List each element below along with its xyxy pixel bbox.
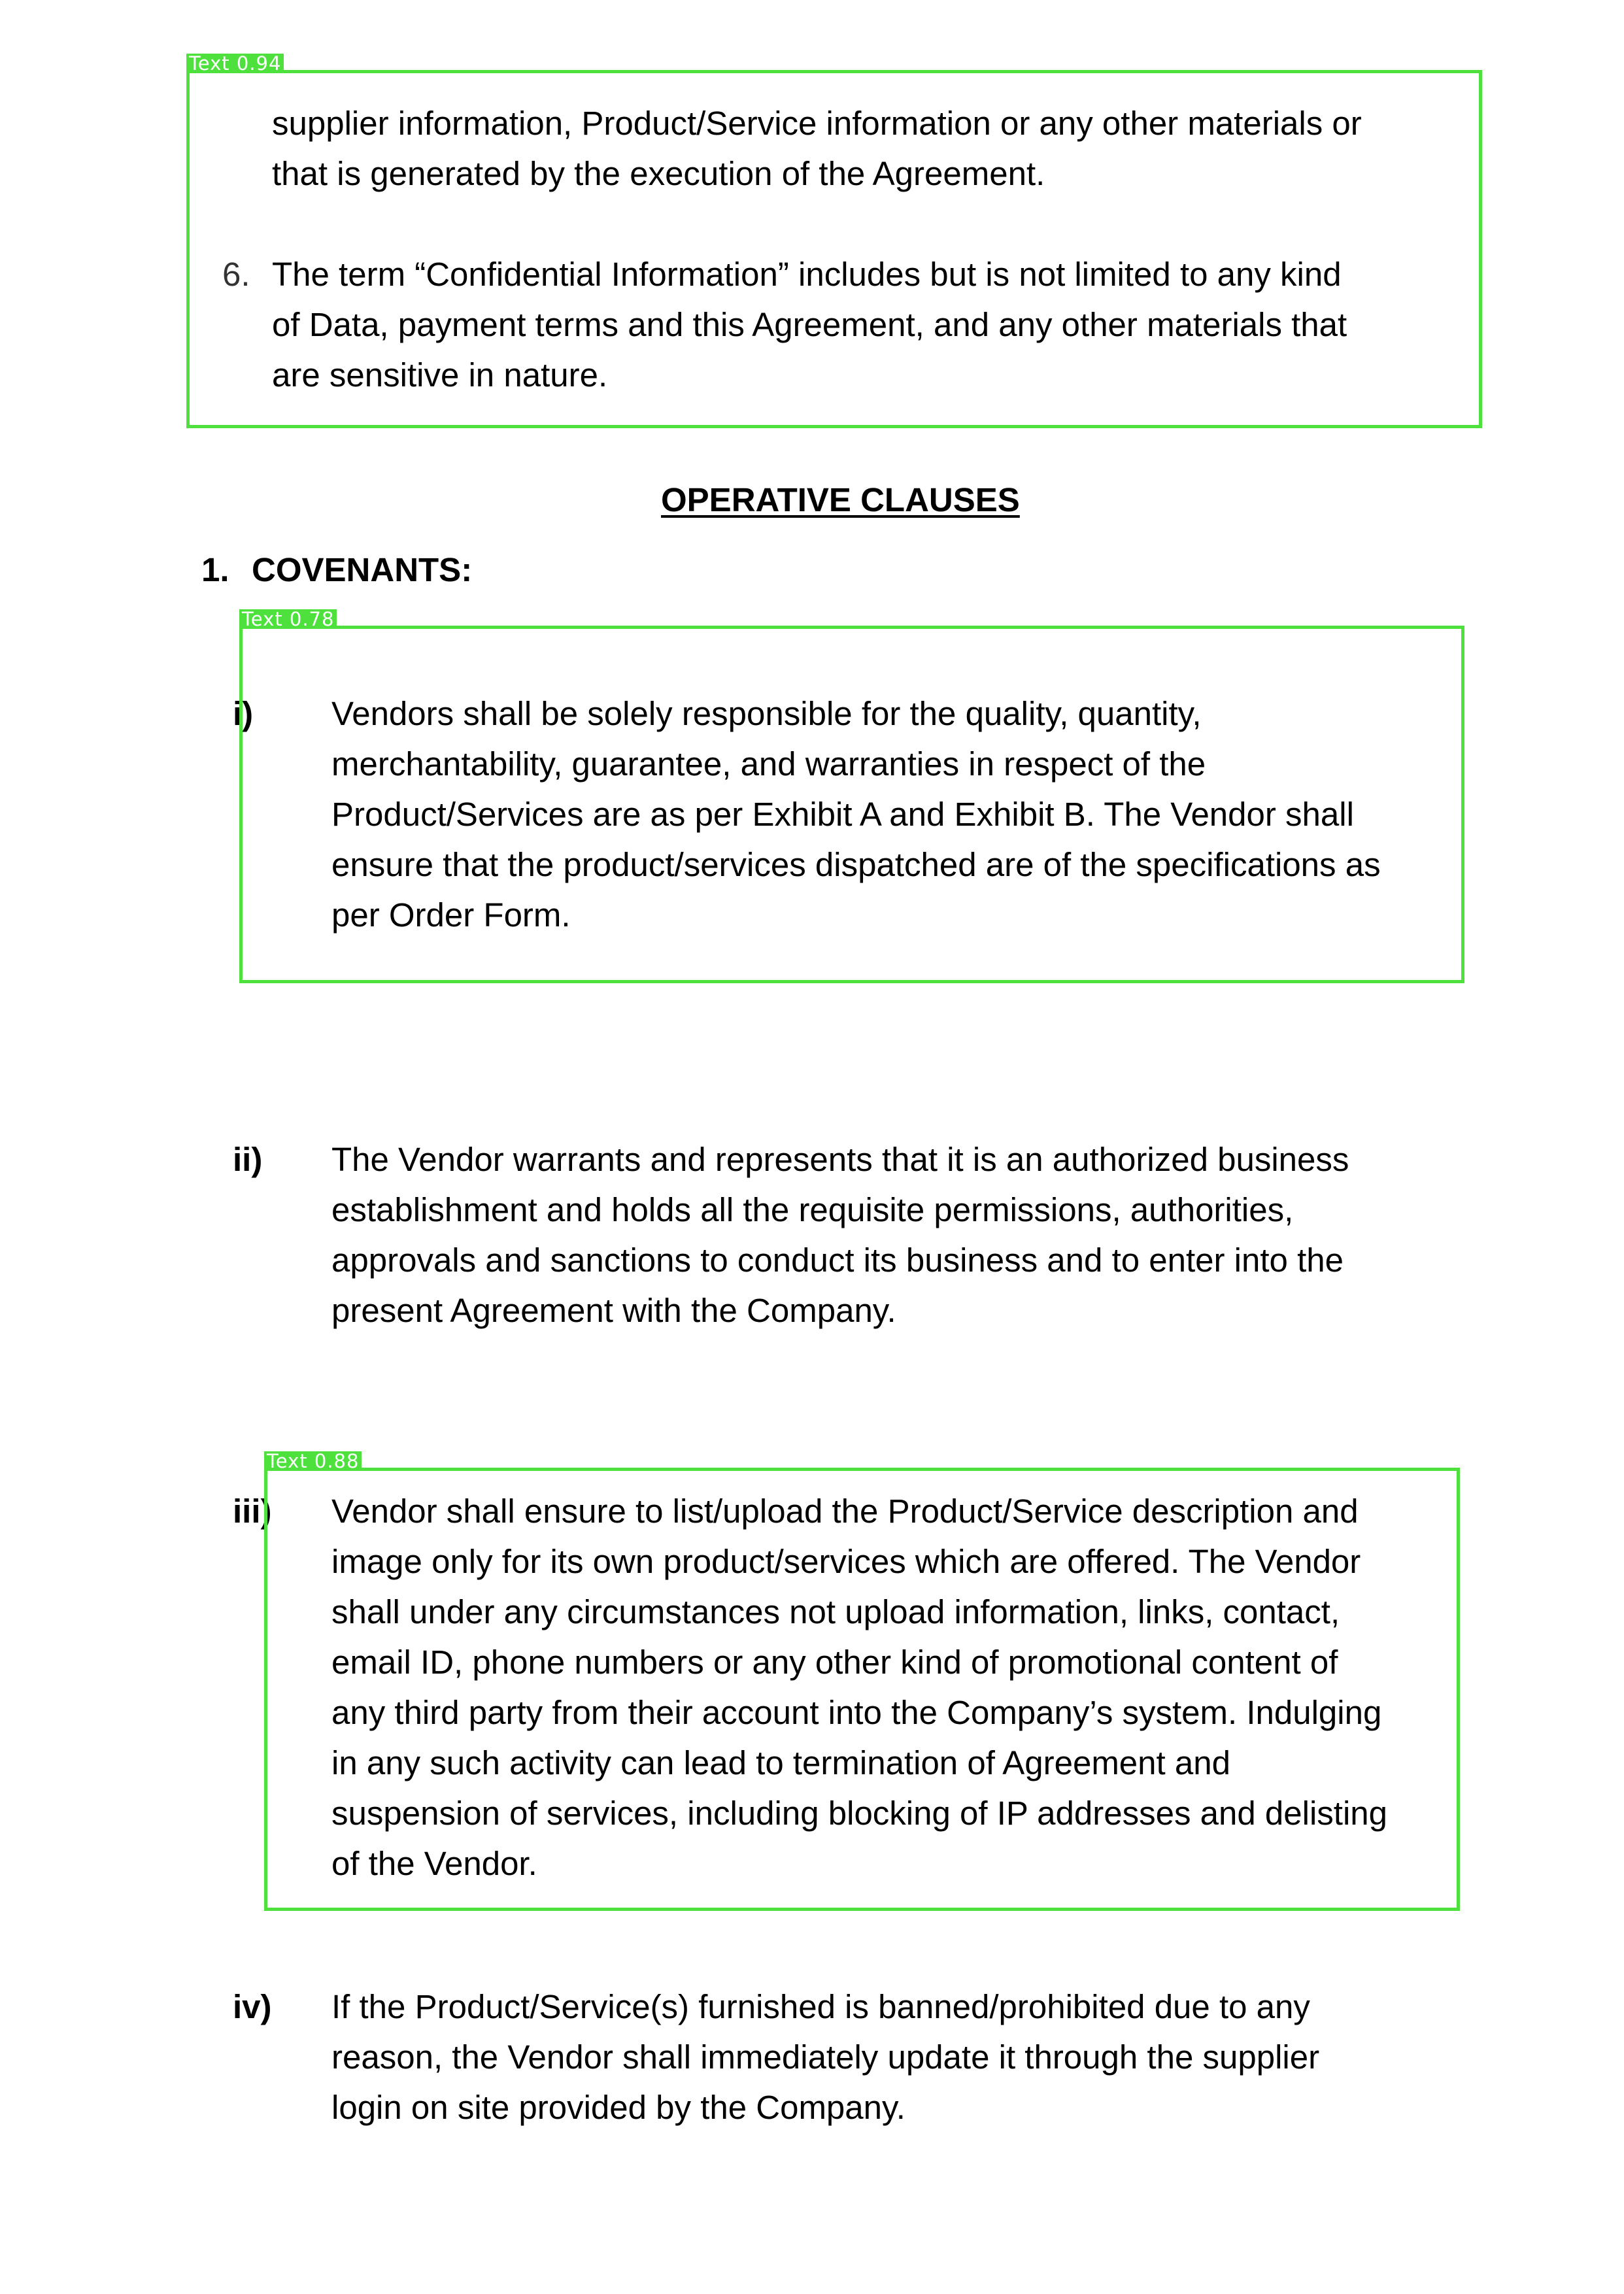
clause-marker: iv) (233, 1988, 272, 2025)
clause-ii-line-2: establishment and holds all the requisite permissions, authorities, (331, 1191, 1294, 1228)
clause-marker: iii) (233, 1493, 272, 1530)
detection-label: Text 0.88 (264, 1451, 362, 1471)
item6-line-1: The term “Confidential Information” includes but is not limited to any kind (272, 256, 1342, 293)
section-heading: OPERATIVE CLAUSES (661, 481, 1020, 518)
detection-label: Text 0.94 (186, 54, 284, 73)
clause-i-line-3: Product/Services are as per Exhibit A and Exhibit B. The Vendor shall (331, 796, 1354, 833)
continuation-line-1: supplier information, Product/Service information or any other materials or (272, 105, 1362, 142)
clause-i-line-4: ensure that the product/services dispatched are of the specifications as (331, 846, 1381, 883)
item6-line-2: of Data, payment terms and this Agreement, and any other materials that (272, 306, 1347, 343)
detection-box (264, 1468, 1460, 1911)
covenants-number: 1. (201, 551, 229, 588)
clause-iii-line-3: shall under any circumstances not upload information, links, contact, (331, 1593, 1340, 1630)
clause-iii-line-8: of the Vendor. (331, 1845, 537, 1882)
detection-box (186, 70, 1482, 428)
clause-ii-line-3: approvals and sanctions to conduct its business and to enter into the (331, 1241, 1344, 1279)
clause-iii-line-6: in any such activity can lead to termination of Agreement and (331, 1744, 1230, 1781)
clause-marker: ii) (233, 1141, 263, 1178)
covenants-title: COVENANTS: (252, 551, 473, 588)
clause-marker: i) (233, 695, 254, 732)
clause-iii-line-2: image only for its own product/services which are offered. The Vendor (331, 1543, 1361, 1580)
clause-iii-line-1: Vendor shall ensure to list/upload the Product/Service description and (331, 1493, 1359, 1530)
clause-iii-line-4: email ID, phone numbers or any other kind of promotional content of (331, 1644, 1338, 1681)
clause-iii-line-7: suspension of services, including blocking of IP addresses and delisting (331, 1795, 1388, 1832)
clause-iii-line-5: any third party from their account into the Company’s system. Indulging (331, 1694, 1382, 1731)
detection-label: Text 0.78 (239, 609, 337, 629)
clause-ii-line-4: present Agreement with the Company. (331, 1292, 896, 1329)
clause-i-line-2: merchantability, guarantee, and warranties in respect of the (331, 745, 1206, 783)
item6-line-3: are sensitive in nature. (272, 356, 608, 394)
clause-iv-line-2: reason, the Vendor shall immediately update it through the supplier (331, 2038, 1320, 2076)
clause-i-line-5: per Order Form. (331, 896, 571, 934)
list-item-number: 6. (222, 256, 250, 293)
continuation-line-2: that is generated by the execution of the Agreement. (272, 155, 1045, 192)
detection-box (239, 626, 1464, 983)
clause-i-line-1: Vendors shall be solely responsible for the quality, quantity, (331, 695, 1202, 732)
clause-iv-line-3: login on site provided by the Company. (331, 2089, 905, 2126)
clause-ii-line-1: The Vendor warrants and represents that it is an authorized business (331, 1141, 1349, 1178)
clause-iv-line-1: If the Product/Service(s) furnished is banned/prohibited due to any (331, 1988, 1310, 2025)
